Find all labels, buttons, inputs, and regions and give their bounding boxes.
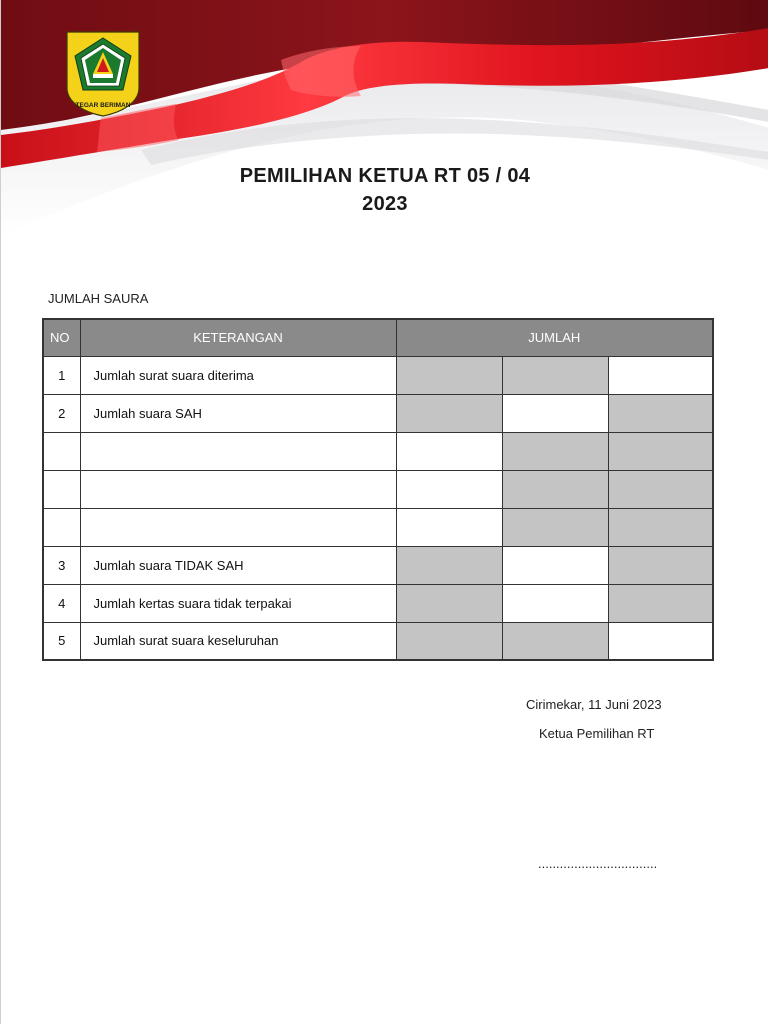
amount-cell-shaded [502, 356, 608, 394]
amount-cell-shaded [502, 622, 608, 660]
row-number: 4 [43, 584, 80, 622]
row-number: 5 [43, 622, 80, 660]
signature-line: ................................. [538, 856, 658, 871]
header-no: NO [43, 319, 80, 356]
table-row [43, 622, 713, 660]
amount-cell-shaded [396, 356, 502, 394]
table-row [43, 470, 713, 508]
row-number: 3 [43, 546, 80, 584]
amount-cell-blank [396, 470, 502, 508]
amount-cell-shaded [396, 546, 502, 584]
row-label: Jumlah suara SAH [80, 394, 396, 432]
amount-cell-blank [502, 394, 608, 432]
regency-emblem-logo [63, 28, 143, 118]
signer-role: Ketua Pemilihan RT [539, 726, 655, 741]
amount-cell-blank [502, 584, 608, 622]
logo-motto: TEGAR BERIMAN [75, 102, 131, 109]
amount-cell-shaded [502, 470, 608, 508]
table-row [43, 356, 713, 394]
table-header-row [43, 319, 713, 356]
amount-cell-shaded [608, 470, 713, 508]
title-line-1: PEMILIHAN KETUA RT 05 / 04 [239, 165, 531, 187]
amount-cell-shaded [608, 432, 713, 470]
row-number [43, 432, 80, 470]
amount-cell-shaded [608, 394, 713, 432]
amount-cell-shaded [608, 546, 713, 584]
row-label [80, 508, 396, 546]
amount-cell-blank [396, 508, 502, 546]
table-row [43, 432, 713, 470]
header-description: KETERANGAN [80, 319, 396, 356]
row-label: Jumlah kertas suara tidak terpakai [80, 584, 396, 622]
amount-cell-shaded [396, 394, 502, 432]
row-label [80, 470, 396, 508]
place-and-date: Cirimekar, 11 Juni 2023 [526, 697, 662, 712]
header-amount: JUMLAH [396, 319, 713, 356]
amount-cell-blank [396, 432, 502, 470]
amount-cell-shaded [502, 508, 608, 546]
amount-cell-shaded [396, 584, 502, 622]
row-number [43, 508, 80, 546]
row-number: 1 [43, 356, 80, 394]
row-label: Jumlah surat suara keseluruhan [80, 622, 396, 660]
title-line-2: 2023 [362, 193, 408, 215]
amount-cell-shaded [608, 508, 713, 546]
section-label: JUMLAH SAURA [48, 291, 149, 306]
table-row [43, 508, 713, 546]
amount-cell-shaded [396, 622, 502, 660]
table-row [43, 546, 713, 584]
amount-cell-shaded [502, 432, 608, 470]
row-label: Jumlah surat suara diterima [80, 356, 396, 394]
row-label [80, 432, 396, 470]
amount-cell-blank [608, 622, 713, 660]
amount-cell-blank [502, 546, 608, 584]
row-number: 2 [43, 394, 80, 432]
amount-cell-shaded [608, 584, 713, 622]
amount-cell-blank [608, 356, 713, 394]
table-row [43, 394, 713, 432]
table-row [43, 584, 713, 622]
vote-tally-table [42, 318, 714, 661]
row-label: Jumlah suara TIDAK SAH [80, 546, 396, 584]
document-title [1, 162, 768, 218]
row-number [43, 470, 80, 508]
